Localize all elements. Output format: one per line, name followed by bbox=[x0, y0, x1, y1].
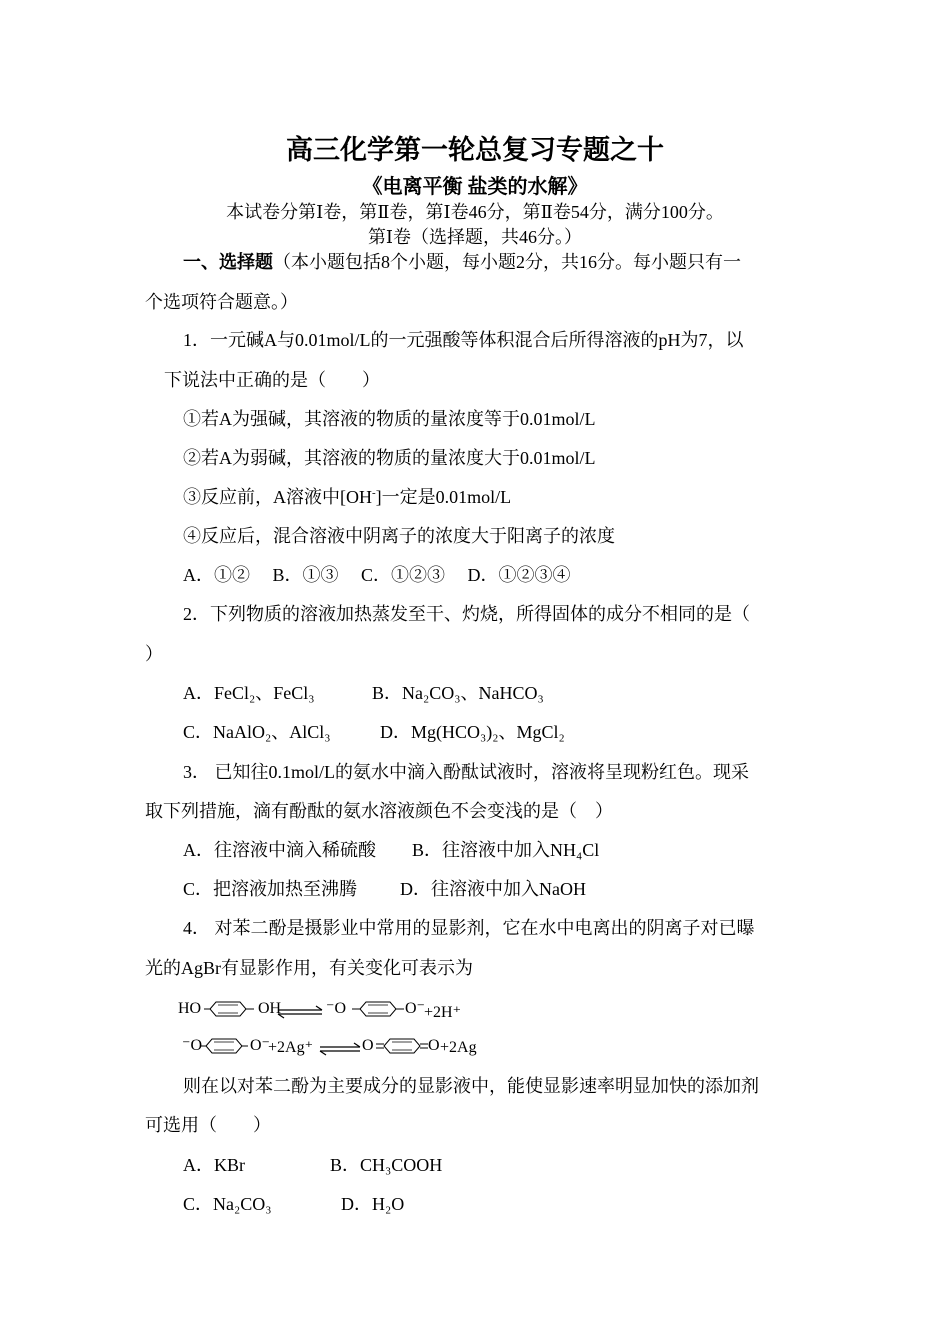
benzene-ring-icon bbox=[200, 1039, 248, 1053]
eq2-quinone-o-left: O bbox=[362, 1037, 374, 1054]
q3-stem-cont: 取下列措施，滴有酚酞的氨水溶液颜色不会变浅的是（ ） bbox=[145, 801, 613, 821]
q1-stem: 1．一元碱A与0.01mol/L的一元强酸等体积混合后所得溶液的pH为7，以 bbox=[183, 330, 744, 350]
q4-question: 则在以对苯二酚为主要成分的显影液中，能使显影速率明显加快的添加剂 bbox=[183, 1076, 759, 1096]
section-instructions-cont: 个选项符合题意。） bbox=[145, 292, 298, 312]
q4-option-a: A．KBr bbox=[183, 1155, 245, 1175]
q4-stem-cont: 光的AgBr有显影作用，有关变化可表示为 bbox=[145, 958, 473, 978]
q3-option-c: C．把溶液加热至沸腾 bbox=[183, 879, 358, 899]
q4-equation-1 bbox=[176, 995, 476, 1023]
q2-option-a: A．FeCl₂、FeCl₃ bbox=[183, 683, 315, 703]
eq2-quinone-o-right: O bbox=[428, 1037, 440, 1054]
eq1-anion-o-right: O⁻ bbox=[405, 1000, 425, 1017]
eq1-ho-label: HO bbox=[178, 1000, 202, 1017]
q1-statement-4: ④反应后，混合溶液中阴离子的浓度大于阳离子的浓度 bbox=[183, 526, 615, 546]
page-title: 高三化学第一轮总复习专题之十 bbox=[286, 135, 664, 165]
eq2-anion-o-right: O⁻ bbox=[250, 1037, 270, 1054]
part-one-heading: 第Ⅰ卷（选择题，共46分。） bbox=[367, 227, 583, 247]
q4-option-c: C．Na₂CO₃ bbox=[183, 1194, 272, 1214]
eq2-anion-o-left: ⁻O bbox=[182, 1037, 202, 1054]
q4-question-cont: 可选用（ ） bbox=[145, 1115, 271, 1135]
section-heading bbox=[183, 251, 741, 273]
q4-stem: 4． 对苯二酚是摄影业中常用的显影剂，它在水中电离出的阴离子对已曝 bbox=[183, 918, 755, 938]
section-instructions: （本小题包括8个小题，每小题2分，共16分。每小题只有一 bbox=[273, 252, 741, 272]
eq1-anion-o-left: ⁻O bbox=[326, 1000, 346, 1017]
q1-statement-3 bbox=[183, 486, 511, 508]
q1-statement-3-b: ]一定是0.01mol/L bbox=[375, 487, 512, 507]
q2-option-c: C．NaAlO₂、AlCl₃ bbox=[183, 722, 331, 742]
q1-stem-cont: 下说法中正确的是（ ） bbox=[164, 370, 380, 390]
eq2-product: +2Ag bbox=[440, 1039, 477, 1056]
equilibrium-arrow-icon bbox=[320, 1043, 360, 1055]
q1-statement-3-sup: - bbox=[372, 487, 376, 499]
q3-option-b: B．往溶液中加入NH₄Cl bbox=[412, 840, 600, 860]
q4-equation-2 bbox=[176, 1034, 506, 1062]
page-subtitle: 《电离平衡 盐类的水解》 bbox=[362, 176, 588, 198]
q1-statement-1: ①若A为强碱，其溶液的物质的量浓度等于0.01mol/L bbox=[183, 409, 596, 429]
q3-option-a: A．往溶液中滴入稀硫酸 bbox=[183, 840, 376, 860]
benzene-ring-icon bbox=[204, 1002, 254, 1016]
q1-statement-3-a: ③反应前，A溶液中[OH bbox=[183, 487, 372, 507]
q1-options: A．①② B．①③ C．①②③ D．①②③④ bbox=[183, 565, 571, 585]
eq1-oh-label: OH bbox=[258, 1000, 282, 1017]
eq2-reagent: +2Ag⁺ bbox=[268, 1039, 314, 1056]
section-label: 一、选择题 bbox=[183, 252, 273, 272]
q4-option-d: D．H₂O bbox=[341, 1194, 405, 1214]
q2-option-b: B．Na₂CO₃、NaHCO₃ bbox=[372, 683, 544, 703]
exam-intro: 本试卷分第Ⅰ卷，第Ⅱ卷，第Ⅰ卷46分，第Ⅱ卷54分，满分100分。 bbox=[226, 202, 724, 222]
q3-option-d: D．往溶液中加入NaOH bbox=[400, 879, 586, 899]
quinone-ring-icon bbox=[376, 1039, 428, 1053]
q1-statement-2: ②若A为弱碱，其溶液的物质的量浓度大于0.01mol/L bbox=[183, 448, 596, 468]
benzene-ring-icon bbox=[352, 1002, 404, 1016]
equilibrium-arrow-icon bbox=[278, 1006, 322, 1018]
q3-stem: 3． 已知往0.1mol/L的氨水中滴入酚酞试液时，溶液将呈现粉红色。现采 bbox=[183, 762, 749, 782]
q2-stem-cont: ） bbox=[145, 644, 163, 664]
q4-option-b: B．CH₃COOH bbox=[330, 1155, 443, 1175]
q2-option-d: D．Mg(HCO₃)₂、MgCl₂ bbox=[380, 722, 565, 742]
eq1-product: +2H⁺ bbox=[424, 1004, 462, 1021]
q2-stem: 2．下列物质的溶液加热蒸发至干、灼烧，所得固体的成分不相同的是（ bbox=[183, 604, 750, 624]
